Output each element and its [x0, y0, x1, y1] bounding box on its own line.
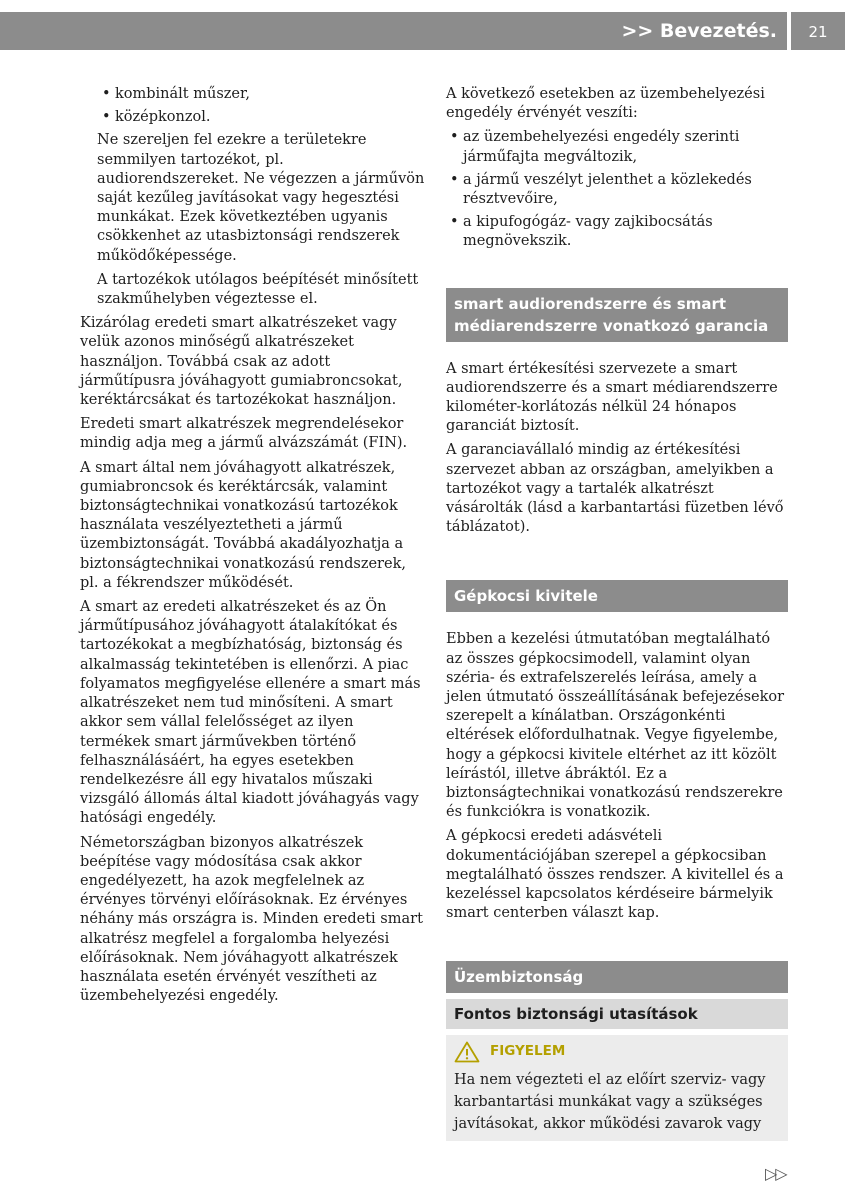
- warning-box: [446, 1035, 788, 1141]
- list-item: [446, 128, 788, 166]
- paragraph: A következő esetekben az üzembehelyezési engedély érvényét veszíti:: [446, 86, 765, 122]
- bullet-icon: •: [450, 171, 459, 188]
- paragraph: A tartozékok utólagos beépítését minősített szakműhelyben végeztesse el.: [97, 271, 419, 308]
- left-column: [80, 85, 425, 1011]
- list-item: [80, 85, 425, 104]
- warning-label: FIGYELEM: [490, 1042, 566, 1059]
- list-item-text: kombinált műszer,: [115, 86, 250, 102]
- section-heading-vehicle-version: Gépkocsi kivitele: [446, 580, 788, 612]
- section-tab: [0, 12, 787, 50]
- warning-triangle-icon: [454, 1041, 480, 1063]
- bullet-icon: •: [450, 129, 459, 146]
- right-column: [446, 85, 788, 1141]
- paragraph: Ebben a kezelési útmutatóban megtalálható az összes gépkocsimodell, valamint olyan széria- és extrafelszerelés leírása, amely a jelen útmutató összeállításának befejezésekor szerepelt a kínálatban. Országonkénti eltérések előfordulhatnak. Vegye figyelembe, hogy a gépkocsi kivitele eltérhet az itt közölt leírástól, illetve ábráktól. Ez a biztonságtechnikai vonatkozású rendszerekre és funkciókra is vonatkozik.: [446, 631, 785, 821]
- paragraph: Eredeti smart alkatrészek megrendelésekor mindig adja meg a jármű alvázszámát (FIN).: [80, 416, 408, 452]
- paragraph: Németországban bizonyos alkatrészek beépítése vagy módosítása csak akkor engedélyezett, ha azok megfelelnek az érvényes törvényi előírásoknak. Ez érvényes néhány más országra is. Minden eredeti smart alkatrész megfelel a forgalomba helyezési előírásoknak. Nem jóváhagyott alkatrészek használata esetén érvényét veszítheti az üzembehelyezési engedély.: [80, 834, 423, 1005]
- paragraph: A smart értékesítési szervezete a smart audiorendszerre és a smart médiarendszerre kilométer-korlátozás nélkül 24 hónapos garanciát biztosít.: [446, 360, 778, 435]
- list-item: [446, 171, 788, 209]
- paragraph: A garanciavállaló mindig az értékesítési szervezet abban az országban, amelyikben a tartozékot vagy a tartalék alkatrészt vásárolták (lásd a karbantartási füzetben lévő táblázatot).: [446, 442, 784, 536]
- list-item-text: az üzembehelyezési engedély szerinti járműfajta megváltozik,: [463, 129, 740, 165]
- list-item: [446, 213, 788, 251]
- next-page-icon: ▷▷: [765, 1164, 786, 1183]
- list-item-text: középkonzol.: [115, 109, 211, 126]
- section-title: >> Bevezetés.: [621, 20, 777, 42]
- bullet-icon: •: [450, 214, 459, 231]
- paragraph: Ne szereljen fel ezekre a területekre semmilyen tartozékot, pl. audiorendszereket. Ne végezzen a járművön saját kezűleg javításokat vagy hegesztési munkákat. Ezek következtében ugyanis csökkenhet az utasbiztonsági rendszerek működőképessége.: [97, 132, 425, 264]
- paragraph: A smart által nem jóváhagyott alkatrészek, gumiabroncsok és keréktárcsák, valamint biztonságtechnikai vonatkozású tartozékok használata veszélyeztetheti a jármű üzembiztonságát. Továbbá akadályozhatja a biztonságtechnikai vonatkozású rendszerek, pl. a fékrendszer működését.: [80, 459, 406, 591]
- page-header: [0, 0, 845, 50]
- subheading-safety-instructions: Fontos biztonsági utasítások: [446, 999, 788, 1029]
- page-number: 21: [808, 23, 828, 41]
- bullet-icon: •: [102, 86, 111, 102]
- paragraph: A smart az eredeti alkatrészeket és az Ön járműtípusához jóváhagyott átalakítókat és tartozékokat a megbízhatóság, biztonság és alkalmasság tekintetében is ellenőrzi. A piac folyamatos megfigyelése ellenére a smart más alkatrészeket nem tud minősíteni. A smart akkor sem vállal felelősséget az ilyen termékek smart járművekben történő felhasználásáért, ha egyes esetekben rendelkezésre áll egy hivatalos műszaki vizsgáló állomás által kiadott jóváhagyás vagy hatósági engedély.: [80, 599, 421, 827]
- list-item-text: a jármű veszélyt jelenthet a közlekedés résztvevőire,: [463, 171, 752, 208]
- bullet-icon: •: [102, 109, 111, 126]
- list-item-text: a kipufogógáz- vagy zajkibocsátás megnövekszik.: [463, 214, 713, 250]
- warning-header: [454, 1041, 780, 1063]
- section-heading-audio-guarantee: smart audiorendszerre és smart médiarendszerre vonatkozó garancia: [446, 288, 788, 342]
- list-item: [80, 108, 425, 127]
- paragraph: A gépkocsi eredeti adásvételi dokumentációjában szerepel a gépkocsiban megtalálható összes rendszer. A kivitellel és a kezeléssel kapcsolatos kérdéseire bármelyik smart centerben választ kap.: [446, 828, 784, 922]
- paragraph: Kizárólag eredeti smart alkatrészeket vagy velük azonos minőségű alkatrészeket használjon. Továbbá csak az adott járműtípusra jóváhagyott gumiabroncsokat, keréktárcsákat és tartozékokat használjon.: [80, 315, 403, 409]
- page-number-box: [791, 12, 845, 50]
- warning-text: Ha nem végezteti el az előírt szerviz- vagy karbantartási munkákat vagy a szükséges javításokat, akkor működési zavarok vagy: [454, 1071, 766, 1132]
- section-heading-operating-safety: Üzembiztonság: [446, 961, 788, 993]
